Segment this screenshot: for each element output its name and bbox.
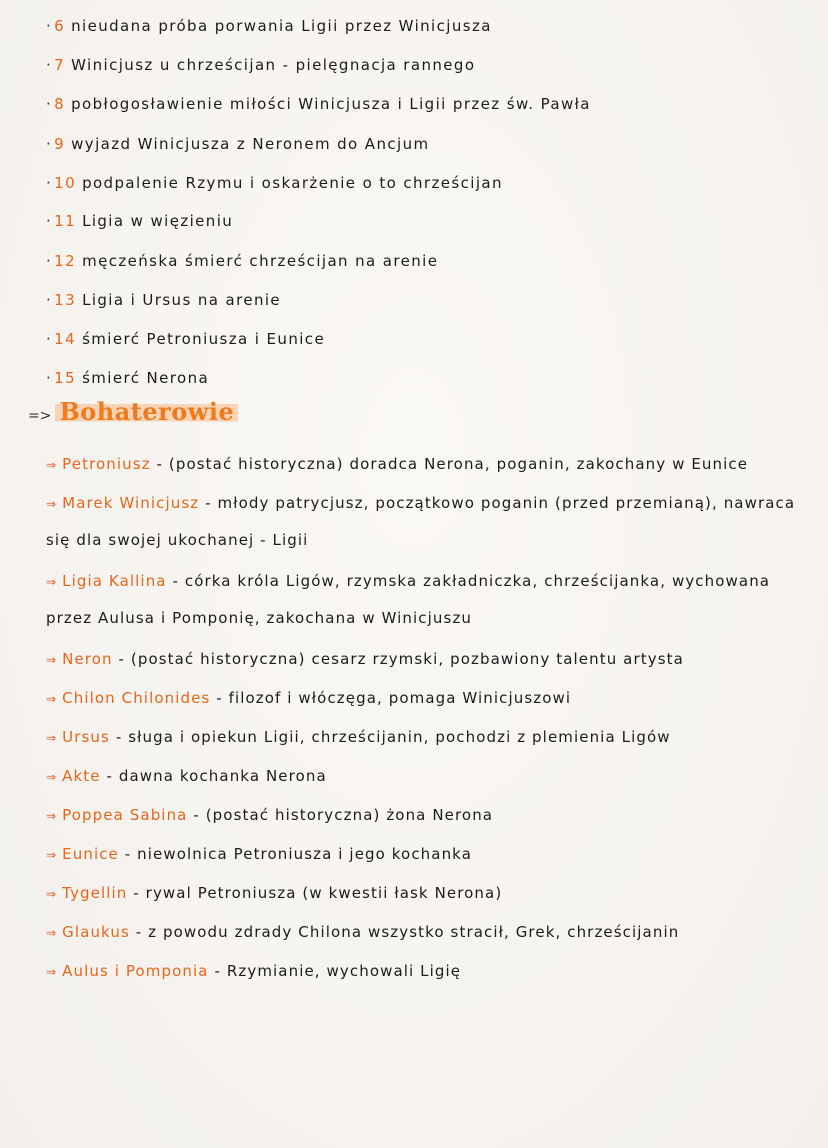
character-description: - filozof i włóczęga, pomaga Winicjuszowi xyxy=(210,689,572,707)
event-number: 13 xyxy=(54,291,77,309)
event-number: 8 xyxy=(54,95,66,113)
character-description: - Rzymianie, wychowali Ligię xyxy=(208,962,462,980)
character-name: Neron xyxy=(62,650,113,668)
event-text: śmierć Nerona xyxy=(82,369,210,387)
character-name: Chilon Chilonides xyxy=(62,689,211,707)
event-number: 6 xyxy=(54,17,66,35)
character-name: Eunice xyxy=(62,845,119,863)
arrow-icon: ⇒ xyxy=(46,965,58,979)
arrow-icon: ⇒ xyxy=(46,887,58,901)
event-item: · 12 męczeńska śmierć chrześcijan na arenie xyxy=(46,252,439,270)
event-number: 15 xyxy=(54,369,77,387)
arrow-icon: ⇒ xyxy=(46,809,58,823)
arrow-icon: ⇒ xyxy=(46,848,58,862)
character-entry xyxy=(46,875,806,912)
character-entry xyxy=(46,680,806,717)
event-item: · 13 Ligia i Ursus na arenie xyxy=(46,291,282,309)
event-text: śmierć Petroniusza i Eunice xyxy=(82,330,326,348)
arrow-icon: ⇒ xyxy=(46,575,58,589)
character-name: Marek Winicjusz xyxy=(62,494,200,512)
event-text: Ligia w więzieniu xyxy=(82,212,234,230)
event-number: 7 xyxy=(54,56,66,74)
event-text: nieudana próba porwania Ligii przez Winicjusza xyxy=(71,17,492,35)
character-description: - młody patrycjusz, początkowo poganin (przed przemianą), nawraca się dla swojej ukochanej - Ligii xyxy=(46,494,796,549)
character-name: Ligia Kallina xyxy=(62,572,167,590)
event-text: wyjazd Winicjusza z Neronem do Ancjum xyxy=(71,135,430,153)
event-number: 10 xyxy=(54,174,77,192)
arrow-icon: ⇒ xyxy=(46,731,58,745)
arrow-icon: => xyxy=(28,407,52,424)
character-name: Aulus i Pomponia xyxy=(62,962,209,980)
character-entry xyxy=(46,953,806,990)
character-name: Tygellin xyxy=(62,884,128,902)
arrow-icon: ⇒ xyxy=(46,497,58,511)
event-item: · 14 śmierć Petroniusza i Eunice xyxy=(46,330,326,348)
event-item: · 6 nieudana próba porwania Ligii przez Winicjusza xyxy=(46,17,492,35)
event-number: 12 xyxy=(54,252,77,270)
character-entry xyxy=(46,719,806,756)
event-number: 14 xyxy=(54,330,77,348)
character-description: - (postać historyczna) cesarz rzymski, pozbawiony talentu artysta xyxy=(112,650,684,668)
section-heading xyxy=(28,397,238,426)
character-name: Petroniusz xyxy=(62,455,151,473)
character-name: Poppea Sabina xyxy=(62,806,188,824)
character-name: Akte xyxy=(62,767,101,785)
arrow-icon: ⇒ xyxy=(46,653,58,667)
event-number: 9 xyxy=(54,135,66,153)
character-entry xyxy=(46,797,806,834)
character-name: Ursus xyxy=(62,728,110,746)
event-text: Ligia i Ursus na arenie xyxy=(82,291,282,309)
event-item: · 9 wyjazd Winicjusza z Neronem do Ancjum xyxy=(46,135,430,153)
event-item: · 7 Winicjusz u chrześcijan - pielęgnacja rannego xyxy=(46,56,476,74)
arrow-icon: ⇒ xyxy=(46,926,58,940)
event-text: pobłogosławienie miłości Winicjusza i Ligii przez św. Pawła xyxy=(71,95,591,113)
event-item: · 11 Ligia w więzieniu xyxy=(46,212,234,230)
event-text: męczeńska śmierć chrześcijan na arenie xyxy=(82,252,439,270)
character-entry xyxy=(46,914,806,951)
character-description: - (postać historyczna) żona Nerona xyxy=(187,806,494,824)
character-description: - sługa i opiekun Ligii, chrześcijanin, pochodzi z plemienia Ligów xyxy=(109,728,671,746)
character-description: - rywal Petroniusza (w kwestii łask Nerona) xyxy=(127,884,503,902)
arrow-icon: ⇒ xyxy=(46,770,58,784)
arrow-icon: ⇒ xyxy=(46,458,58,472)
event-number: 11 xyxy=(54,212,77,230)
event-text: podpalenie Rzymu i oskarżenie o to chrześcijan xyxy=(82,174,503,192)
character-description: - niewolnica Petroniusza i jego kochanka xyxy=(118,845,472,863)
character-name: Glaukus xyxy=(62,923,130,941)
character-entry xyxy=(46,758,806,795)
character-entry xyxy=(46,641,806,678)
heading-title: Bohaterowie xyxy=(55,397,238,426)
character-description: - córka króla Ligów, rzymska zakładniczka, chrześcijanka, wychowana przez Aulusa i Pomponię, zakochana w Winicjuszu xyxy=(46,572,771,627)
character-entry xyxy=(46,836,806,873)
event-item: · 15 śmierć Nerona xyxy=(46,369,210,387)
event-text: Winicjusz u chrześcijan - pielęgnacja rannego xyxy=(71,56,476,74)
event-item: · 8 pobłogosławienie miłości Winicjusza i Ligii przez św. Pawła xyxy=(46,95,591,113)
character-description: - z powodu zdrady Chilona wszystko stracił, Grek, chrześcijanin xyxy=(129,923,680,941)
character-entry xyxy=(46,485,806,558)
character-description: - (postać historyczna) doradca Nerona, poganin, zakochany w Eunice xyxy=(150,455,749,473)
arrow-icon: ⇒ xyxy=(46,692,58,706)
character-entry xyxy=(46,563,806,636)
character-description: - dawna kochanka Nerona xyxy=(100,767,327,785)
event-item: · 10 podpalenie Rzymu i oskarżenie o to chrześcijan xyxy=(46,174,503,192)
character-entry xyxy=(46,446,806,483)
